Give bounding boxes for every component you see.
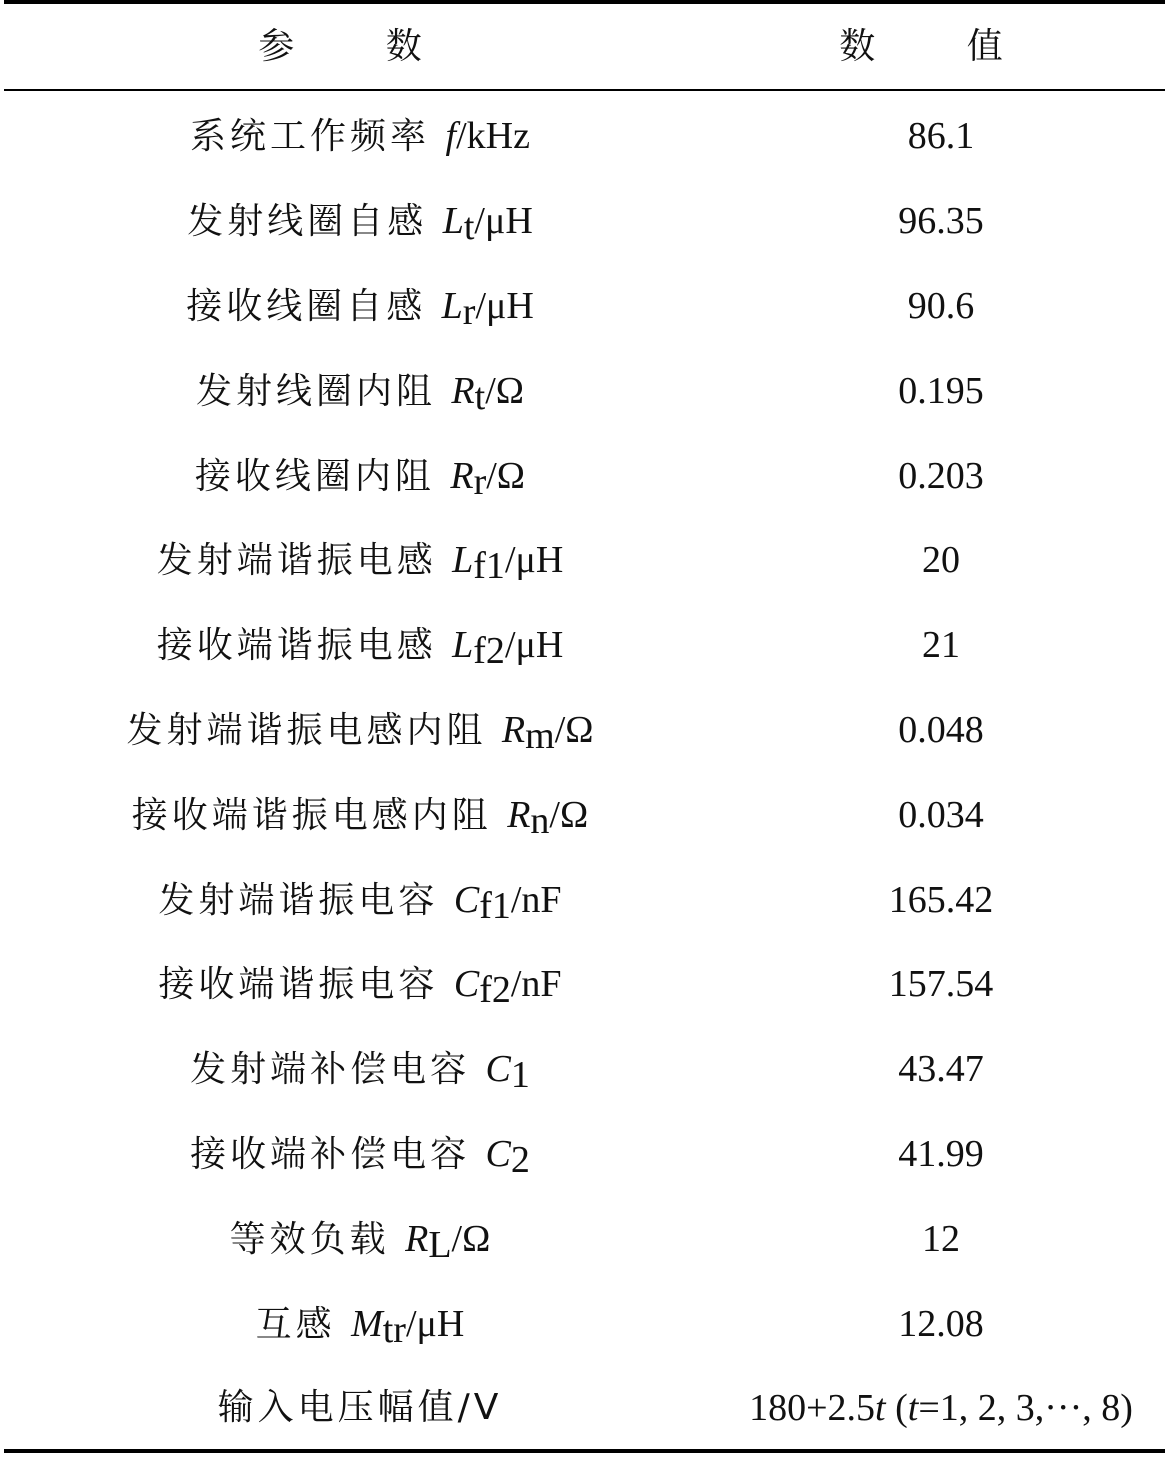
parameter-symbol: L [442, 200, 464, 243]
parameter-cell [60, 1302, 660, 1351]
value-cell: 12 [922, 1217, 960, 1260]
parameter-subscript: L [428, 1223, 452, 1266]
parameter-cell [60, 1217, 660, 1266]
parameter-symbol: C [453, 878, 480, 921]
parameter-cell [60, 708, 660, 757]
value-cell: 86.1 [907, 115, 975, 158]
parameter-name: 等效负载 [229, 1218, 406, 1260]
parameter-name: 发射端谐振电容 [158, 879, 454, 921]
parameter-subscript: tr [382, 1308, 406, 1351]
value-cell: 0.195 [898, 369, 984, 412]
table-row [0, 772, 1169, 857]
parameter-cell [60, 1048, 660, 1097]
value-cell: 96.35 [898, 200, 984, 243]
parameter-name: 接收端补偿电容 [190, 1133, 486, 1175]
table-row [0, 264, 1169, 349]
header-parameter: 参 数 [258, 25, 462, 67]
parameter-subscript: t [474, 375, 486, 418]
parameter-unit: /Ω [549, 793, 589, 836]
parameter-cell [60, 115, 660, 158]
parameter-symbol: C [453, 963, 480, 1006]
parameter-symbol: R [405, 1217, 429, 1260]
parameter-symbol: C [485, 1132, 511, 1175]
table-header-rule [4, 89, 1165, 91]
parameter-unit: /nF [510, 878, 562, 921]
parameter-cell [60, 624, 660, 673]
value-cell: 157.54 [888, 963, 994, 1006]
parameter-unit: /kHz [456, 115, 530, 158]
parameter-name: 接收线圈内阻 [194, 455, 451, 497]
parameter-symbol: L [452, 624, 474, 667]
parameter-unit: /Ω [554, 708, 594, 751]
parameter-unit: /μH [405, 1302, 465, 1345]
parameter-name: 接收端谐振电感 [156, 625, 453, 667]
parameter-name: 发射端谐振电感 [156, 540, 453, 582]
parameter-cell [60, 284, 660, 333]
parameter-unit: /μH [474, 200, 533, 243]
parameter-unit: /μH [504, 624, 564, 667]
parameter-unit: /Ω [451, 1217, 491, 1260]
parameter-subscript: f2 [473, 630, 505, 673]
table-row [0, 348, 1169, 433]
parameter-unit: /Ω [485, 369, 525, 412]
table-row [0, 688, 1169, 773]
table-row [0, 1112, 1169, 1197]
table-row [0, 857, 1169, 942]
parameter-subscript: r [473, 460, 487, 503]
parameter-name: 接收端谐振电感内阻 [131, 794, 508, 836]
parameter-subscript: 2 [510, 1138, 530, 1181]
parameter-symbol: M [351, 1302, 383, 1345]
parameter-name: 系统工作频率 [190, 116, 446, 158]
table-row [0, 179, 1169, 264]
value-cell: 180+2.5t (t=1, 2, 3,···, 8) [749, 1387, 1133, 1430]
table-row [0, 518, 1169, 603]
parameter-cell [60, 1387, 660, 1429]
parameter-cell [60, 454, 660, 503]
parameter-symbol: R [451, 369, 475, 412]
table-row [0, 1196, 1169, 1281]
parameter-subscript: f1 [473, 545, 505, 588]
parameter-name: 发射端补偿电容 [190, 1049, 486, 1091]
value-cell: 12.08 [898, 1302, 984, 1345]
table-row [0, 1027, 1169, 1112]
parameter-subscript: f1 [479, 884, 511, 927]
parameter-symbol: R [501, 708, 526, 751]
parameter-name: 发射线圈自感 [187, 201, 443, 243]
table-row [0, 942, 1169, 1027]
parameter-cell [60, 200, 660, 249]
table-row [0, 1366, 1169, 1451]
parameter-symbol: C [485, 1048, 511, 1091]
parameter-name: 接收线圈自感 [186, 285, 442, 327]
value-cell: 0.203 [898, 454, 984, 497]
table-row [0, 94, 1169, 179]
parameter-unit: /μH [475, 284, 534, 327]
parameter-symbol: L [441, 284, 463, 327]
parameter-subscript: r [462, 290, 476, 333]
table-row [0, 1281, 1169, 1366]
parameter-name: 互感 [255, 1303, 352, 1345]
parameter-cell [60, 1132, 660, 1181]
parameter-cell [60, 369, 660, 418]
value-cell: 20 [922, 539, 960, 582]
parameter-cell [60, 793, 660, 842]
table-header-row [0, 4, 1169, 89]
value-cell: 41.99 [898, 1132, 984, 1175]
table-row [0, 603, 1169, 688]
parameter-name: 接收端谐振电容 [158, 964, 454, 1006]
parameter-symbol: f [445, 115, 457, 158]
parameter-name: 输入电压幅值/V [217, 1387, 503, 1429]
parameter-unit: /μH [504, 539, 564, 582]
parameter-cell [60, 963, 660, 1012]
parameter-symbol: R [450, 454, 474, 497]
table-row [0, 433, 1169, 518]
value-cell: 90.6 [907, 284, 975, 327]
parameter-unit: /Ω [486, 454, 526, 497]
value-cell: 0.048 [898, 708, 984, 751]
value-cell: 0.034 [898, 793, 984, 836]
table-bottom-rule [4, 1449, 1165, 1453]
header-value: 数 值 [839, 25, 1043, 67]
parameter-name: 发射端谐振电感内阻 [126, 709, 502, 751]
parameter-subscript: f2 [479, 969, 511, 1012]
parameter-subscript: 1 [510, 1054, 530, 1097]
parameter-cell [60, 878, 660, 927]
parameter-cell [60, 539, 660, 588]
parameter-unit: /nF [510, 963, 562, 1006]
value-cell: 21 [922, 624, 960, 667]
parameter-symbol: L [452, 539, 474, 582]
parameter-name: 发射线圈内阻 [195, 370, 452, 412]
value-cell: 165.42 [888, 878, 994, 921]
parameter-subscript: t [463, 206, 475, 249]
parameter-subscript: n [530, 799, 550, 842]
parameter-subscript: m [525, 714, 555, 757]
value-cell: 43.47 [898, 1048, 984, 1091]
parameter-symbol: R [507, 793, 531, 836]
